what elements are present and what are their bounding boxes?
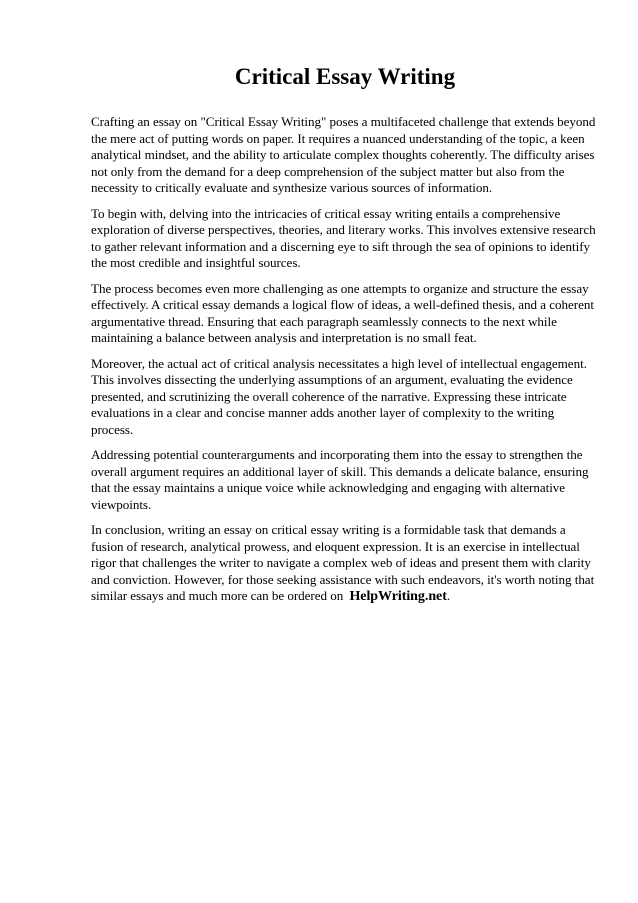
paragraph-2: To begin with, delving into the intricacies of critical essay writing entails a comprehensive exploration of diverse perspectives, theories, and literary works. This involves extensive research to gather relevant information and a discerning eye to sift through the sea of opinions to identify the most credible and insightful sources.	[91, 205, 596, 270]
paragraph-4: Moreover, the actual act of critical analysis necessitates a high level of intellectual engagement. This involves dissecting the underlying assumptions of an argument, evaluating the evidence presented, and scrutinizing the overall coherence of the narrative. Expressing these intricate evaluations in a clear and concise manner adds another layer of complexity to the writing process.	[91, 355, 587, 437]
paragraph-5: Addressing potential counterarguments and incorporating them into the essay to strengthen the overall argument requires an additional layer of skill. This demands a delicate balance, ensuring that the essay maintains a unique voice while acknowledging and engaging with alternative viewpoints.	[91, 447, 589, 512]
brand-link[interactable]: HelpWriting.net	[349, 589, 447, 604]
conclusion-end: .	[446, 588, 451, 603]
conclusion-text: In conclusion, writing an essay on critical essay writing is a formidable task that demands a fusion of research, analytical prowess, and eloquent expression. It is an exercise in intellectual rigor that challenges the writer to navigate a complex web of ideas and present them with clarity and conviction. However, for those seeking assistance with such endeavors, it's worth noting that similar essays and much more can be ordered on	[91, 522, 595, 603]
paragraph-conclusion	[91, 522, 599, 606]
paragraph-1: Crafting an essay on "Critical Essay Writing" poses a multifaceted challenge that extends beyond the mere act of putting words on paper. It requires a nuanced understanding of the topic, a keen analytical mindset, and the ability to articulate complex thoughts coherently. The difficulty arises not only from the demand for a deep comprehension of the subject matter but also from the necessity to critically evaluate and synthesize various sources of information.	[91, 114, 596, 195]
paragraph-3: The process becomes even more challenging as one attempts to organize and structure the essay effectively. A critical essay demands a logical flow of ideas, a well-defined thesis, and a coherent argumentative thread. Ensuring that each paragraph seamlessly connects to the next while maintaining a balance between analysis and interpretation is no small feat.	[91, 280, 594, 345]
document-title: Critical Essay Writing	[234, 64, 456, 89]
document-page	[91, 62, 599, 615]
